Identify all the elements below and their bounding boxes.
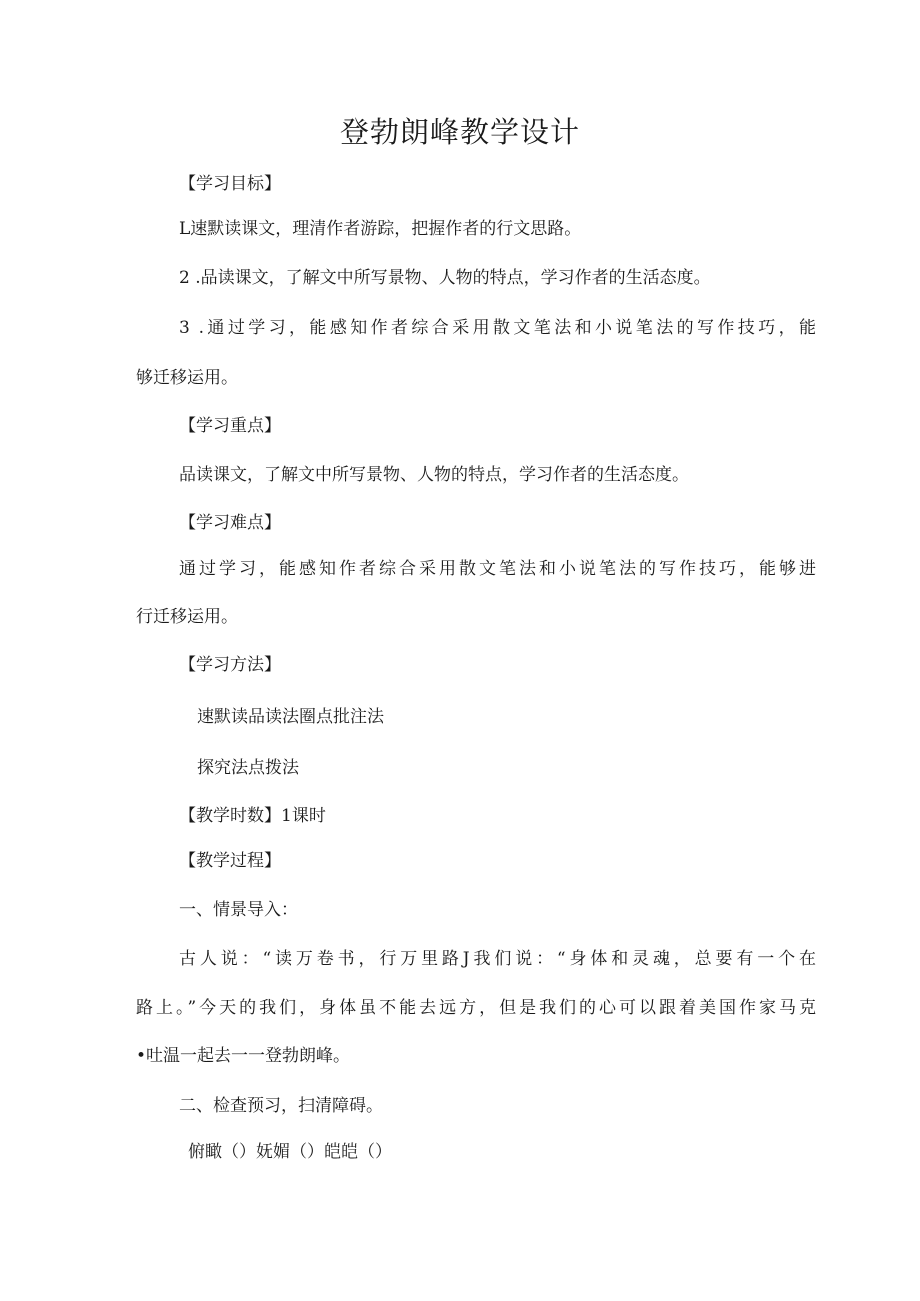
goal-2: 2 .品读课文，了解文中所写景物、人物的特点，学习作者的生活态度。: [179, 268, 711, 288]
difficulties-text: 通过学习，能感知作者综合采用散文笔法和小说笔法的写作技巧，能够进: [179, 559, 816, 579]
goal-3-cont: 够迁移运用。: [136, 368, 238, 388]
section-intro-heading: 一、情景导入：: [179, 900, 298, 920]
teaching-hours: 【教学时数】1课时: [179, 806, 326, 826]
goal-3: 3 .通过学习，能感知作者综合采用散文笔法和小说笔法的写作技巧，能: [179, 318, 816, 338]
key-points-text: 品读课文，了解文中所写景物、人物的特点，学习作者的生活态度。: [179, 465, 689, 485]
heading-difficulties: 【学习难点】: [179, 513, 281, 533]
methods-2: 探究法点拨法: [197, 758, 299, 778]
document-title: 登勃朗峰教学设计: [339, 115, 580, 149]
intro-paragraph-1: 古人说：“读万卷书，行万里路J我们说：“身体和灵魂，总要有一个在: [179, 949, 816, 969]
heading-process: 【教学过程】: [179, 851, 281, 871]
section-preview-heading: 二、检查预习，扫清障碍。: [179, 1096, 383, 1116]
intro-paragraph-3: •吐温一起去一一登勃朗峰。: [136, 1046, 351, 1066]
goal-1: L速默读课文，理清作者游踪，把握作者的行文思路。: [179, 219, 582, 239]
methods-1: 速默读品读法圈点批注法: [197, 707, 384, 727]
heading-learning-goals: 【学习目标】: [179, 174, 281, 194]
preview-words: 俯瞰（）妩媚（）皑皑（）: [188, 1142, 392, 1162]
intro-paragraph-2: 路上。”今天的我们，身体虽不能去远方，但是我们的心可以跟着美国作家马克: [136, 998, 816, 1018]
heading-key-points: 【学习重点】: [179, 416, 281, 436]
heading-methods: 【学习方法】: [179, 655, 281, 675]
difficulties-text-cont: 行迁移运用。: [136, 607, 238, 627]
